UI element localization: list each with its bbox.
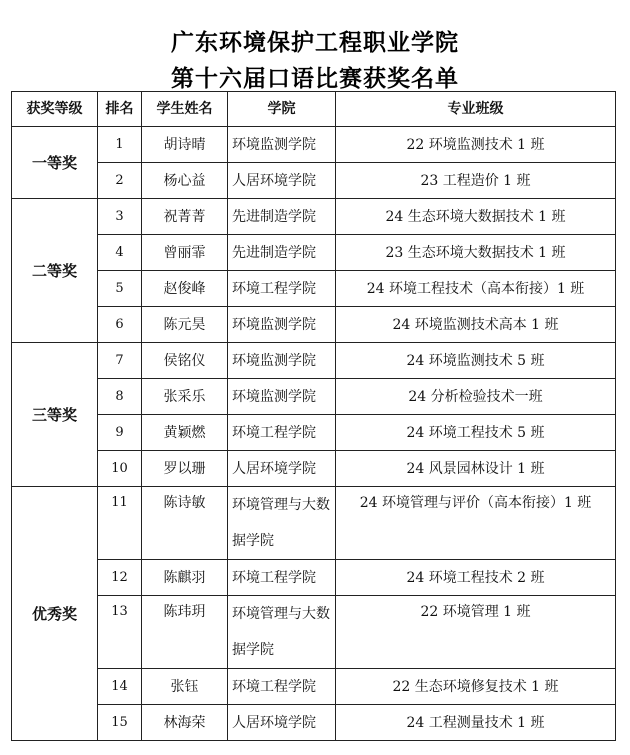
table-row: [12, 343, 616, 379]
table-row: [12, 307, 616, 343]
rank-cell: 6: [98, 307, 142, 343]
table-row: [12, 705, 616, 741]
award-level: 优秀奖: [12, 487, 98, 741]
college-cell: 环境工程学院: [228, 415, 336, 451]
class-cell: 24 环境监测技术高本 1 班: [336, 307, 616, 343]
class-cell: 23 工程造价 1 班: [336, 163, 616, 199]
table-row: [12, 379, 616, 415]
college-cell: 环境管理与大数据学院: [228, 596, 336, 669]
class-cell: 23 生态环境大数据技术 1 班: [336, 235, 616, 271]
name-cell: 陈玮玥: [142, 596, 228, 669]
table-row: [12, 560, 616, 596]
table-row: [12, 199, 616, 235]
class-cell: 24 环境工程技术 2 班: [336, 560, 616, 596]
rank-cell: 10: [98, 451, 142, 487]
table-row: [12, 163, 616, 199]
class-cell: 22 环境管理 1 班: [336, 596, 616, 669]
name-cell: 陈诗敏: [142, 487, 228, 560]
name-cell: 林海荣: [142, 705, 228, 741]
rank-cell: 8: [98, 379, 142, 415]
table-row: [12, 235, 616, 271]
name-cell: 陈麒羽: [142, 560, 228, 596]
rank-cell: 7: [98, 343, 142, 379]
header-rank: 排名: [98, 92, 142, 127]
college-cell: 环境工程学院: [228, 669, 336, 705]
header-college: 学院: [228, 92, 336, 127]
class-cell: 22 环境监测技术 1 班: [336, 127, 616, 163]
rank-cell: 14: [98, 669, 142, 705]
rank-cell: 4: [98, 235, 142, 271]
class-cell: 24 环境工程技术 5 班: [336, 415, 616, 451]
college-cell: 环境监测学院: [228, 307, 336, 343]
class-cell: 24 工程测量技术 1 班: [336, 705, 616, 741]
class-cell: 24 环境工程技术（高本衔接）1 班: [336, 271, 616, 307]
college-cell: 环境工程学院: [228, 560, 336, 596]
rank-cell: 9: [98, 415, 142, 451]
college-cell: 先进制造学院: [228, 199, 336, 235]
name-cell: 张钰: [142, 669, 228, 705]
award-level: 二等奖: [12, 199, 98, 343]
award-level: 三等奖: [12, 343, 98, 487]
college-cell: 人居环境学院: [228, 705, 336, 741]
class-cell: 24 风景园林设计 1 班: [336, 451, 616, 487]
rank-cell: 3: [98, 199, 142, 235]
table-row: [12, 127, 616, 163]
class-cell: 24 环境监测技术 5 班: [336, 343, 616, 379]
college-cell: 人居环境学院: [228, 451, 336, 487]
class-cell: 24 生态环境大数据技术 1 班: [336, 199, 616, 235]
name-cell: 赵俊峰: [142, 271, 228, 307]
document-subtitle: 第十六届口语比赛获奖名单: [171, 66, 459, 92]
table-header-row: [12, 92, 616, 127]
name-cell: 黄颖燃: [142, 415, 228, 451]
college-cell: 环境工程学院: [228, 271, 336, 307]
table-row: [12, 487, 616, 560]
class-cell: 24 环境管理与评价（高本衔接）1 班: [336, 487, 616, 560]
college-cell: 环境管理与大数据学院: [228, 487, 336, 560]
table-row: [12, 271, 616, 307]
rank-cell: 13: [98, 596, 142, 669]
name-cell: 张采乐: [142, 379, 228, 415]
table-row: [12, 415, 616, 451]
table-row: [12, 451, 616, 487]
college-cell: 环境监测学院: [228, 379, 336, 415]
name-cell: 侯铭仪: [142, 343, 228, 379]
header-class: 专业班级: [336, 92, 616, 127]
rank-cell: 11: [98, 487, 142, 560]
rank-cell: 2: [98, 163, 142, 199]
name-cell: 陈元昊: [142, 307, 228, 343]
college-cell: 先进制造学院: [228, 235, 336, 271]
name-cell: 祝菁菁: [142, 199, 228, 235]
rank-cell: 1: [98, 127, 142, 163]
rank-cell: 5: [98, 271, 142, 307]
college-cell: 人居环境学院: [228, 163, 336, 199]
name-cell: 曾丽霏: [142, 235, 228, 271]
header-award: 获奖等级: [12, 92, 98, 127]
class-cell: 22 生态环境修复技术 1 班: [336, 669, 616, 705]
rank-cell: 15: [98, 705, 142, 741]
name-cell: 罗以珊: [142, 451, 228, 487]
class-cell: 24 分析检验技术一班: [336, 379, 616, 415]
name-cell: 杨心益: [142, 163, 228, 199]
award-level: 一等奖: [12, 127, 98, 199]
rank-cell: 12: [98, 560, 142, 596]
header-name: 学生姓名: [142, 92, 228, 127]
table-row: [12, 596, 616, 669]
table-row: [12, 669, 616, 705]
name-cell: 胡诗晴: [142, 127, 228, 163]
college-cell: 环境监测学院: [228, 343, 336, 379]
college-cell: 环境监测学院: [228, 127, 336, 163]
award-table: [11, 91, 616, 741]
document-title: 广东环境保护工程职业学院: [171, 30, 459, 56]
